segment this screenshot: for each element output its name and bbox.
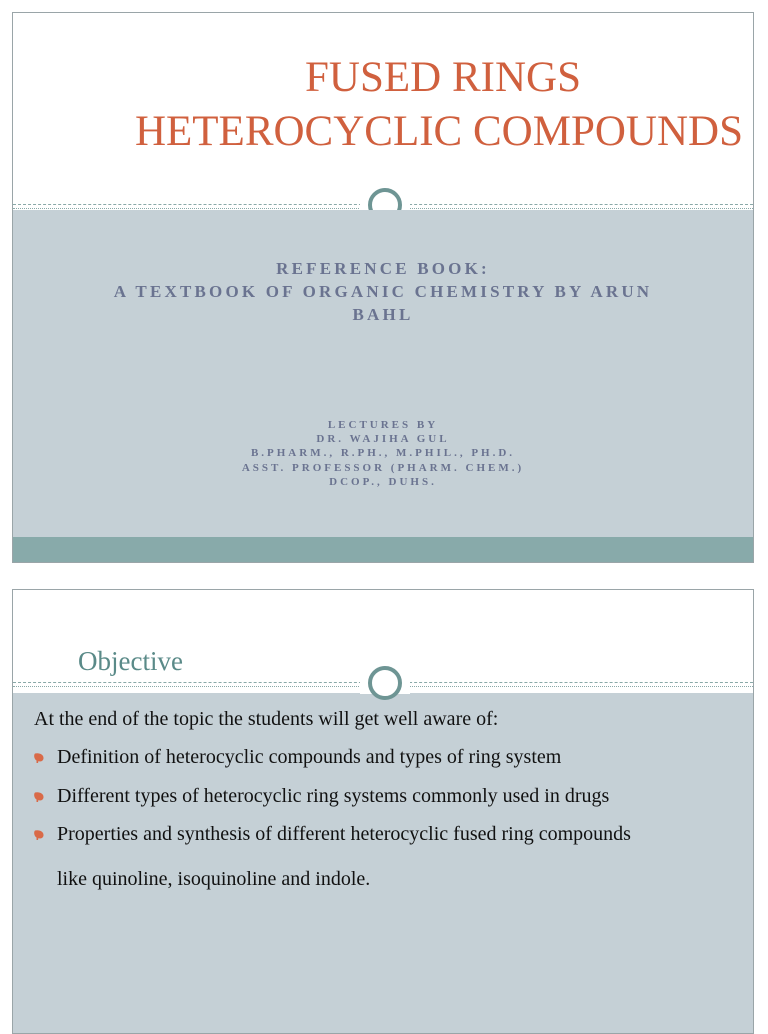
list-item-text: Properties and synthesis of different heterocyclic fused ring compounds	[57, 823, 631, 845]
objective-heading: Objective	[78, 646, 183, 676]
lecturer-info	[13, 418, 753, 489]
reference-subtitle	[33, 257, 733, 326]
slide-title-line2: HETEROCYCLIC COMPOUNDS	[134, 108, 743, 155]
lecturer-line: B.PHARM., R.PH., M.PHIL., PH.D.	[250, 447, 516, 460]
objective-intro: At the end of the topic the students will get well aware of:	[34, 708, 499, 730]
list-item-continuation: like quinoline, isoquinoline and indole.	[57, 868, 371, 890]
slide-title-line1: FUSED RINGS	[305, 54, 581, 101]
title-slide	[12, 12, 754, 563]
lecturer-line: DR. WAJIHA GUL	[316, 433, 450, 446]
bullet-icon	[33, 791, 45, 803]
list-item	[33, 823, 748, 891]
subtitle-line: A TEXTBOOK OF ORGANIC CHEMISTRY BY ARUN	[113, 282, 653, 301]
lecturer-line: LECTURES BY	[327, 419, 439, 431]
list-item	[33, 785, 748, 808]
list-item-text: Different types of heterocyclic ring systems commonly used in drugs	[57, 784, 610, 807]
list-item-text: Definition of heterocyclic compounds and types of ring system	[57, 746, 562, 768]
subtitle-line: BAHL	[352, 305, 414, 324]
bullet-icon	[33, 752, 45, 764]
subtitle-line: REFERENCE BOOK:	[276, 259, 490, 278]
divider-ring-icon	[368, 666, 402, 700]
footer-band	[13, 537, 753, 563]
lecturer-line: DCOP., DUHS.	[329, 475, 437, 488]
list-item	[33, 746, 748, 769]
objective-list	[33, 746, 748, 907]
objective-slide	[12, 589, 754, 1034]
bullet-icon	[33, 829, 45, 841]
lecturer-line: ASST. PROFESSOR (PHARM. CHEM.)	[241, 461, 525, 474]
